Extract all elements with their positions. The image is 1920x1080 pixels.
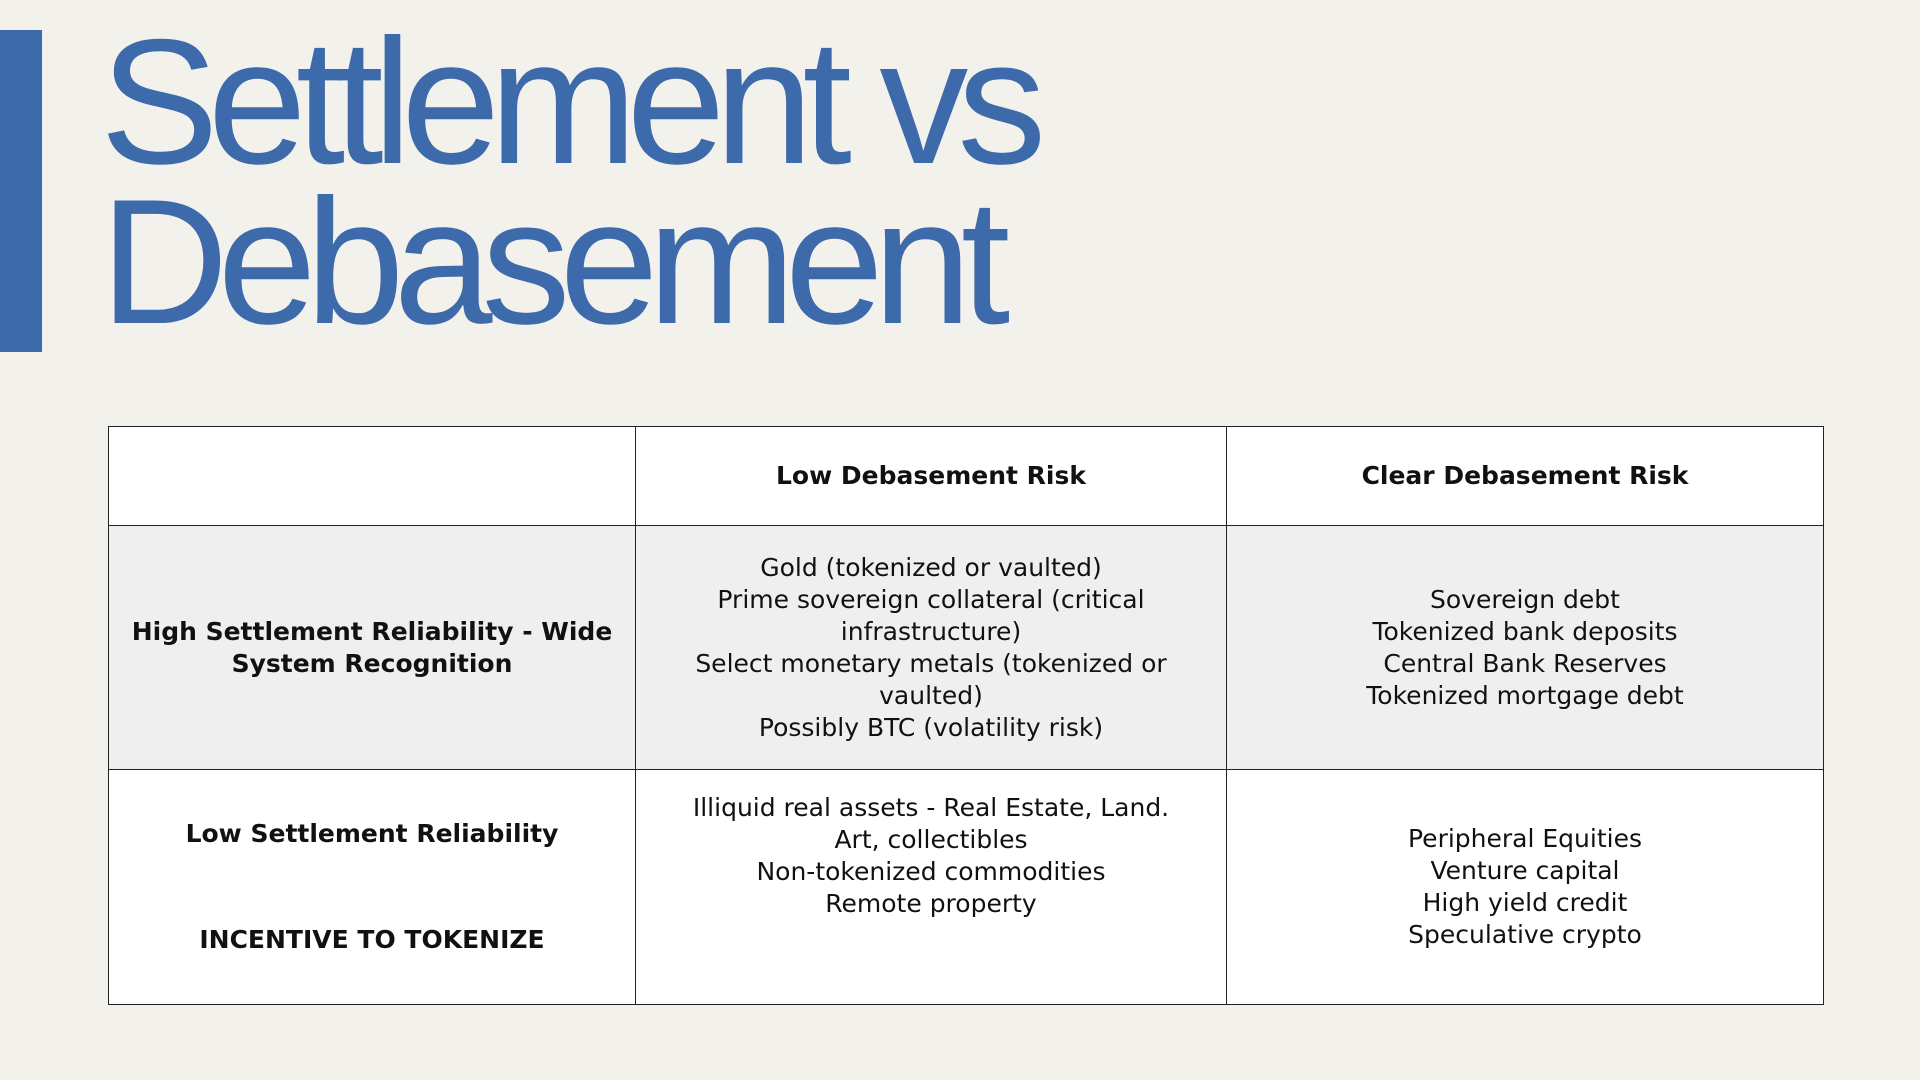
cell-line: Remote property	[825, 889, 1037, 918]
table-row	[109, 526, 1824, 770]
row-label-line: High Settlement Reliability - Wide	[131, 616, 613, 646]
cell-line: vaulted)	[879, 680, 983, 710]
cell-line: Prime sovereign collateral (critical	[717, 584, 1145, 614]
header-row	[109, 427, 1824, 526]
row-label-low-settlement	[109, 770, 636, 1005]
accent-bar	[0, 30, 42, 352]
cell-low-clear	[1227, 770, 1824, 1005]
table-row	[109, 770, 1824, 1005]
row-label-high-settlement	[109, 526, 636, 770]
settlement-debasement-matrix	[108, 426, 1824, 1005]
header-empty	[109, 427, 636, 526]
cell-high-clear	[1227, 526, 1824, 770]
title-line-2: Debasement	[100, 162, 1000, 361]
cell-line: Non-tokenized commodities	[756, 857, 1106, 886]
cell-line: Select monetary metals (tokenized or	[695, 648, 1167, 678]
header-low-debasement: Low Debasement Risk	[636, 427, 1227, 526]
cell-line: infrastructure)	[840, 616, 1022, 646]
cell-line: Speculative crypto	[1408, 920, 1642, 949]
cell-low-low	[636, 770, 1227, 1005]
spacer	[129, 850, 615, 924]
cell-line: Illiquid real assets - Real Estate, Land.	[692, 793, 1170, 822]
cell-line: Peripheral Equities	[1408, 824, 1642, 853]
header-clear-debasement: Clear Debasement Risk	[1227, 427, 1824, 526]
cell-line: Possibly BTC (volatility risk)	[758, 712, 1104, 742]
cell-high-low	[636, 526, 1227, 770]
title-line-1: Settlement vs	[100, 2, 1036, 201]
row-label-line: INCENTIVE TO TOKENIZE	[199, 925, 545, 954]
page-title	[100, 2, 1036, 361]
cell-line: Central Bank Reserves	[1383, 648, 1667, 678]
cell-line: High yield credit	[1422, 888, 1628, 917]
cell-line: Tokenized bank deposits	[1372, 616, 1678, 646]
cell-line: Tokenized mortgage debt	[1366, 680, 1684, 710]
cell-line: Art, collectibles	[834, 825, 1028, 854]
row-label-line: System Recognition	[231, 648, 513, 678]
cell-line: Venture capital	[1430, 856, 1620, 885]
row-label-line: Low Settlement Reliability	[185, 819, 559, 848]
cell-line: Gold (tokenized or vaulted)	[760, 552, 1102, 582]
cell-line: Sovereign debt	[1430, 584, 1620, 614]
